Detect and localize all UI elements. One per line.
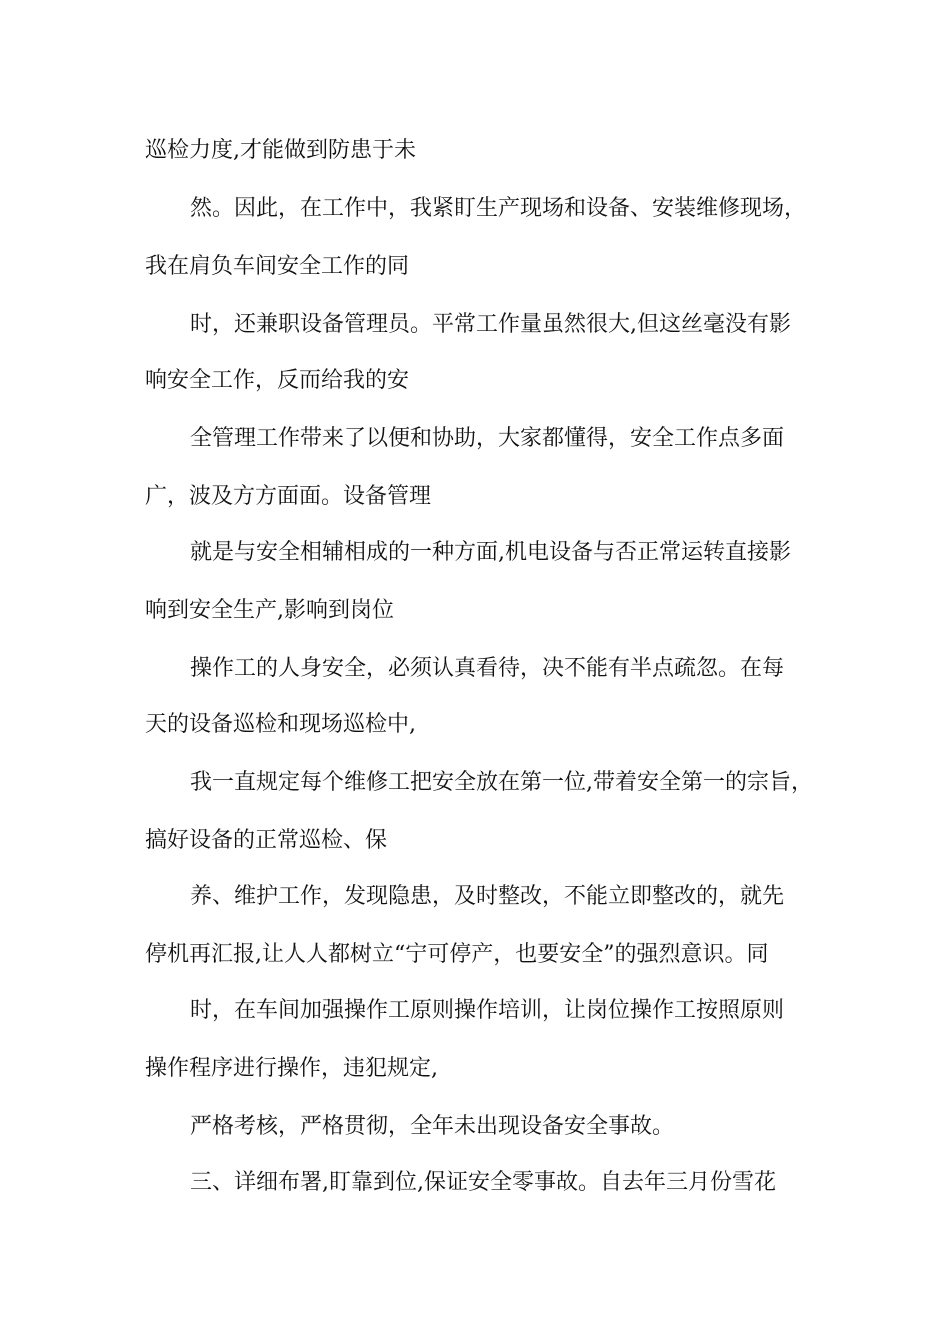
text-line-1: 巡检力度,才能做到防患于未 xyxy=(145,138,416,163)
text-line-13: 搞好设备的正常巡检、保 xyxy=(145,828,388,853)
text-line-16: 时，在车间加强操作工原则操作培训，让岗位操作工按照原则 xyxy=(190,998,785,1023)
text-line-6: 全管理工作带来了以便和协助，大家都懂得，安全工作点多面 xyxy=(190,426,785,451)
text-line-18: 严格考核，严格贯彻，全年未出现设备安全事故。 xyxy=(190,1114,675,1139)
text-line-14: 养、维护工作，发现隐患，及时整改，不能立即整改的，就先 xyxy=(190,884,785,909)
text-line-4: 时，还兼职设备管理员。平常工作量虽然很大,但这丝毫没有影 xyxy=(190,312,791,337)
text-line-19: 三、详细布署,盯靠到位,保证安全零事故。自去年三月份雪花 xyxy=(190,1170,776,1195)
text-line-11: 天的设备巡检和现场巡检中, xyxy=(145,712,416,737)
text-line-3: 我在肩负车间安全工作的同 xyxy=(145,254,410,279)
text-line-2: 然。因此，在工作中，我紧盯生产现场和设备、安装维修现场， xyxy=(190,196,807,221)
text-line-5: 响安全工作，反而给我的安 xyxy=(145,368,410,393)
text-line-7: 广，波及方方面面。设备管理 xyxy=(145,484,432,509)
text-line-12: 我一直规定每个维修工把安全放在第一位,带着安全第一的宗旨， xyxy=(190,770,813,795)
text-line-17: 操作程序进行操作，违犯规定, xyxy=(145,1056,438,1081)
text-line-8: 就是与安全相辅相成的一种方面,机电设备与否正常运转直接影 xyxy=(190,540,791,565)
text-line-10: 操作工的人身安全，必须认真看待，决不能有半点疏忽。在每 xyxy=(190,656,785,681)
text-line-9: 响到安全生产,影响到岗位 xyxy=(145,598,394,623)
text-line-15: 停机再汇报,让人人都树立“宁可停产，也要安全”的强烈意识。同 xyxy=(145,942,769,967)
